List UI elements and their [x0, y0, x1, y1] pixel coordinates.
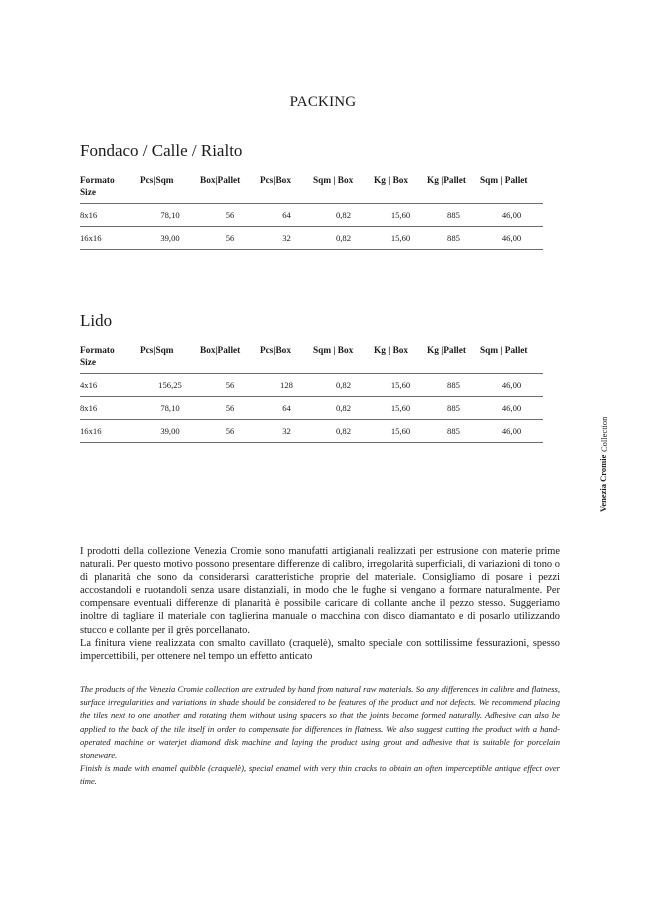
cell-size: 16x16 — [80, 420, 140, 443]
side-collection-label — [597, 392, 611, 512]
col-header-pcs-sqm: Pcs|Sqm — [140, 176, 174, 186]
cell-sqm-box: 0,82 — [313, 420, 374, 443]
cell-kg-box: 15,60 — [374, 204, 427, 227]
section-title-fondaco: Fondaco / Calle / Rialto — [80, 141, 243, 160]
cell-kg-box: 15,60 — [374, 374, 427, 397]
cell-kg-box: 15,60 — [374, 227, 427, 250]
cell-box-pallet: 56 — [200, 374, 260, 397]
cell-pcs-sqm: 156,25 — [140, 374, 200, 397]
col-header-pcs-box: Pcs|Box — [260, 346, 291, 356]
cell-pcs-sqm: 78,10 — [140, 397, 200, 420]
cell-pcs-box: 64 — [260, 397, 313, 420]
english-paragraph: Finish is made with enamel quibble (craquelè), special enamel with very thin cracks to obtain an often imperceptible antique effect over time. — [80, 763, 560, 787]
cell-pcs-sqm: 39,00 — [140, 420, 200, 443]
english-description — [80, 683, 560, 789]
cell-size: 8x16 — [80, 204, 140, 227]
col-header-sqm-box: Sqm | Box — [313, 346, 354, 356]
cell-kg-pallet: 885 — [427, 227, 480, 250]
cell-kg-box: 15,60 — [374, 420, 427, 443]
cell-pcs-box: 128 — [260, 374, 313, 397]
packing-table-fondaco — [80, 175, 543, 250]
table-row — [80, 374, 543, 397]
table-row — [80, 227, 543, 250]
cell-size: 16x16 — [80, 227, 140, 250]
cell-kg-pallet: 885 — [427, 204, 480, 227]
cell-pcs-box: 64 — [260, 204, 313, 227]
col-header-pcs-box: Pcs|Box — [260, 176, 291, 186]
col-header-size: Formato Size — [80, 346, 115, 368]
cell-box-pallet: 56 — [200, 204, 260, 227]
section-title-lido: Lido — [80, 311, 113, 330]
cell-pcs-sqm: 78,10 — [140, 204, 200, 227]
col-header-size: Formato Size — [80, 176, 115, 198]
english-paragraph: The products of the Venezia Cromie collection are extruded by hand from natural raw materials. So any differences in calibre and flatness, surface irregularities and variations in shade should be considered to be features of the product and not defects. We recommend placing the tiles next to one another and rotating them without using spacers so that the joints become formed naturally. Adhesive can also be applied to the back of the tile itself in order to compensate for differences in flatness. We also suggest cutting the product with a hand-operated machine or waterjet diamond disk machine and laying the product using grout and adhesive that is suitable for porcelain stoneware. — [80, 684, 560, 761]
table-row — [80, 420, 543, 443]
cell-sqm-box: 0,82 — [313, 374, 374, 397]
col-header-box-pallet: Box|Pallet — [200, 176, 241, 186]
col-header-sqm-pallet: Sqm | Pallet — [480, 176, 528, 186]
col-header-sqm-box: Sqm | Box — [313, 176, 354, 186]
cell-pcs-sqm: 39,00 — [140, 227, 200, 250]
cell-pcs-box: 32 — [260, 420, 313, 443]
italian-description — [80, 545, 560, 663]
cell-size: 4x16 — [80, 374, 140, 397]
col-header-pcs-sqm: Pcs|Sqm — [140, 346, 174, 356]
side-label-brand: Venezia Cromie — [598, 454, 608, 512]
cell-sqm-pallet: 46,00 — [480, 397, 543, 420]
table-row — [80, 397, 543, 420]
col-header-kg-pallet: Kg |Pallet — [427, 176, 466, 186]
cell-box-pallet: 56 — [200, 420, 260, 443]
table-header-row — [80, 175, 543, 204]
side-label-suffix: Collection — [599, 417, 609, 453]
cell-box-pallet: 56 — [200, 397, 260, 420]
cell-pcs-box: 32 — [260, 227, 313, 250]
cell-sqm-pallet: 46,00 — [480, 204, 543, 227]
col-header-kg-box: Kg | Box — [374, 346, 409, 356]
cell-sqm-pallet: 46,00 — [480, 374, 543, 397]
cell-kg-box: 15,60 — [374, 397, 427, 420]
cell-sqm-box: 0,82 — [313, 227, 374, 250]
cell-kg-pallet: 885 — [427, 374, 480, 397]
cell-box-pallet: 56 — [200, 227, 260, 250]
packing-table-lido — [80, 345, 543, 443]
cell-sqm-box: 0,82 — [313, 204, 374, 227]
cell-sqm-pallet: 46,00 — [480, 420, 543, 443]
italian-paragraph: La finitura viene realizzata con smalto cavillato (craquelè), smalto speciale con sottilissime fessurazioni, spesso impercettibili, per ottenere nel tempo un effetto anticato — [80, 637, 560, 662]
table-header-row — [80, 345, 543, 374]
cell-sqm-pallet: 46,00 — [480, 227, 543, 250]
col-header-sqm-pallet: Sqm | Pallet — [480, 346, 528, 356]
cell-kg-pallet: 885 — [427, 397, 480, 420]
italian-paragraph: I prodotti della collezione Venezia Cromie sono manufatti artigianali realizzati per estrusione con materie prime naturali. Per questo motivo possono presentare differenze di calibro, irregolarità superficiali, di variazioni di tono o di planarità che sono da considerarsi caratteristiche proprie del materiale. Consigliamo di posare i pezzi accostandoli e ruotandoli senza usare distanziali, in modo che le fughe si vengano a formare naturalmente. Per compensare eventuali differenze di planarità è possibile caricare di collante anche il pezzo stesso. Suggeriamo inoltre di tagliare il materiale con taglierina manuale o macchina con disco diamantato e di posarlo utilizzando stucco e collante per il grès porcellanato. — [80, 546, 560, 636]
col-header-box-pallet: Box|Pallet — [200, 346, 241, 356]
col-header-kg-box: Kg | Box — [374, 176, 409, 186]
cell-size: 8x16 — [80, 397, 140, 420]
page-title: PACKING — [289, 94, 357, 110]
cell-sqm-box: 0,82 — [313, 397, 374, 420]
table-row — [80, 204, 543, 227]
cell-kg-pallet: 885 — [427, 420, 480, 443]
col-header-kg-pallet: Kg |Pallet — [427, 346, 466, 356]
